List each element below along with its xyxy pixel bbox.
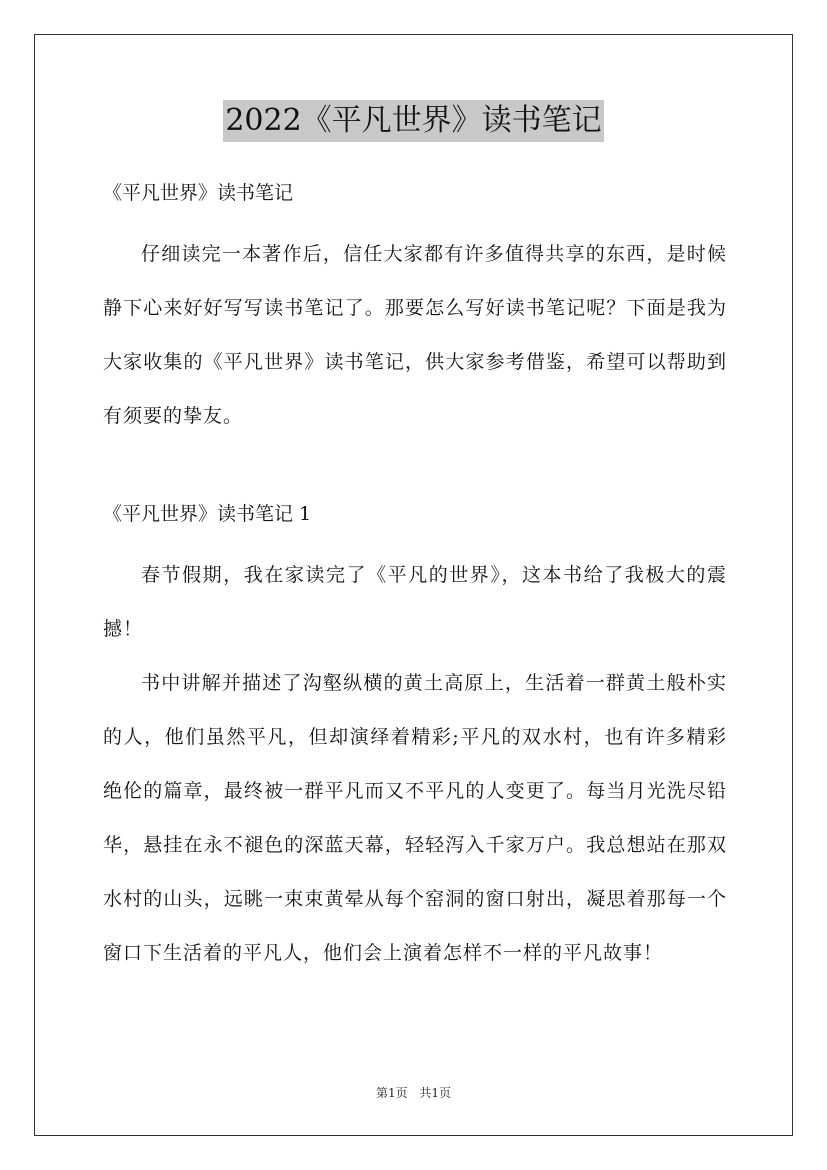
intro-paragraph: 仔细读完一本著作后，信任大家都有许多值得共享的东西，是时候静下心来好好写写读书笔记了。那要怎么写好读书笔记呢？下面是我为大家收集的《平凡世界》读书笔记，供大家参考借鉴，希望可以帮助到有须要的挚友。: [103, 243, 727, 427]
section-spacer: [103, 443, 727, 495]
section1-heading: 《平凡世界》读书笔记 1: [103, 503, 312, 525]
intro-heading: 《平凡世界》读书笔记: [103, 182, 294, 204]
document-title: 2022《平凡世界》读书笔记: [223, 100, 603, 142]
page-footer: [0, 1084, 827, 1101]
title-container: [0, 100, 827, 142]
section1-paragraph-2: 书中讲解并描述了沟壑纵横的黄土高原上，生活着一群黄土般朴实的人，他们虽然平凡，但却演绎着精彩;平凡的双水村，也有许多精彩绝伦的篇章，最终被一群平凡而又不平凡的人变更了。每当月光洗尽铅华，悬挂在永不褪色的深蓝天幕，轻轻泻入千家万户。我总想站在那双水村的山头，远眺一束束黄晕从每个窑洞的窗口射出，凝思着那每一个窗口下生活着的平凡人，他们会上演着怎样不一样的平凡故事！: [103, 672, 727, 964]
page-number: 第1页: [375, 1086, 408, 1100]
document-body: [103, 174, 727, 980]
page-total: 共1页: [419, 1086, 452, 1100]
section1-paragraph-1: 春节假期，我在家读完了《平凡的世界》，这本书给了我极大的震撼！: [103, 564, 727, 640]
